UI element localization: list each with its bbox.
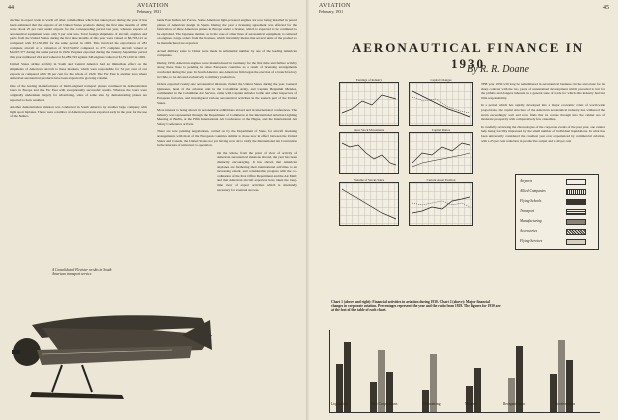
header-sub: February, 1931 — [319, 9, 344, 14]
left-column-1 — [10, 18, 147, 122]
bar — [466, 386, 473, 412]
mini-chart-label: Volume of Stocks Sales — [353, 178, 385, 182]
bar — [386, 372, 393, 412]
paragraph: United States airline activity in South and Central America had an immediate effect on the shipments of American aircraft to these markets, which were responsible for 54 per cent of our exports as compared with 36 per cent for the whole of 1929. The Far East is another area where American aeronautical products have been exported in growing volume. — [10, 62, 147, 81]
x-axis-label: Reorganization — [503, 402, 525, 406]
page-number: 44 — [8, 5, 14, 11]
mini-chart-label: Capital Ratios — [431, 128, 451, 132]
paragraph: In a period which has rapidly developed into a major economic crisis of world-wide proportions, the capital structure of the American aeronautical industry has withstood the strain exceedingly well and now finds that its course through into the calmer sea of moderate prosperity with comparatively few casualties. — [481, 103, 605, 122]
legend-item: Allied Companies — [520, 189, 546, 193]
paragraph: One of the leading manufacturers of multi-engined transport planes continued its demonstration tours in Europe and the Far East with exceptionally successful results. Whereas the tours were originally undertaken largely for advertising, sales of some size by demonstrating planes are reported to have resulted. — [10, 83, 147, 102]
legend-swatch — [566, 189, 586, 195]
chart-caption: Chart 1 (above and right): Financial activities in aviation during 1930. Chart 2 (above): Major financial changes in corporate aviation. Percentages represent the year and the ratio from 1929. The figures for 1930 are at the foot of the table of each chart. — [331, 300, 501, 313]
paragraph: THE year 1930 will long be remembered in aeronautical business circles and alone for its sharp contrast with the two years of unrestrained development which preceded it, but for the pitfalls and dangers inherent in a general state of trade for which this industry had but little responsibility. — [481, 82, 605, 100]
x-axis-label: Liquidation — [331, 402, 348, 406]
mini-chart-label: Earnings of Industry — [355, 78, 383, 82]
paragraph: Actual military sales to China were made in substantial number by one of the leading American companies. — [157, 48, 297, 58]
paragraph: More interest is being shown in aeronautical exhibitions abroad and in international conferences. The industry was represented through the Department of Commerce at the International Aviation Lighting Meeting at Berlin, at the Fifth International Air Conference at the Hague, and the International Air Safety Conference at Paris. — [157, 108, 297, 126]
article-title: AERONAUTICAL FINANCE IN 1930 — [351, 40, 585, 71]
running-header — [319, 3, 351, 15]
legend-swatch — [566, 199, 586, 205]
legend-swatch — [566, 209, 586, 215]
running-header — [137, 3, 169, 15]
airplane-photo — [2, 280, 217, 415]
mini-chart-capital-ratios — [409, 128, 473, 174]
legend-item: Transport — [520, 209, 535, 213]
legend-item: Accessories — [520, 229, 537, 233]
legend-swatch — [566, 229, 586, 235]
mini-chart-stock-movements — [339, 128, 399, 174]
header-title: AVIATION — [137, 3, 169, 9]
mini-chart-asset-position — [409, 178, 473, 226]
mini-chart-label: Current Asset Position — [426, 178, 456, 182]
legend-item: Manufacturing — [520, 219, 542, 223]
financial-bar-chart — [329, 330, 600, 413]
paragraph: lands East Indian Air Forces. Some American light-powered engines are now being installed in parcel planes of American design in Spain. During the year a licensing agreement was effected for the fabrication of three American planes in Europe under a license, which is expected to be continued to be exploited. The Japanese market, as in the case of other lines of aeronautical equipment, is centered on engines. Large orders from the licenses, which invariably means that several units of the product to be manufactured are exported. — [157, 18, 297, 45]
legend-item: Flying Schools — [520, 199, 542, 203]
paragraph: During 1930, American engines were manufactured in Germany for the first time and further activity along these lines is pending in other European countries as a result of licensing arrangements concluded during the year. In South America one American firm began the erection of a branch factory in Chile, to be devoted exclusively to military production. — [157, 60, 297, 79]
bar — [550, 374, 557, 412]
right-page — [309, 0, 618, 420]
mini-chart-label: Aero Stock Movements — [353, 128, 385, 132]
intro-text — [481, 82, 605, 146]
mini-chart-stock-sales — [339, 178, 399, 226]
photo-caption: A Consolidated Fleetster on skis in South American transport service. — [52, 268, 112, 277]
legend-swatch — [566, 219, 586, 225]
paragraph: In carefully reviewing the chronologies of the corporate events of the past year, one cannot help being forcibly impressed by the small number of individual liquidations. In what has been universally considered the cruellest year ever experienced by commercial aviation, with a 25 per cent reduction in productive output and a 40 per cent — [481, 124, 605, 143]
legend-swatch — [566, 179, 586, 185]
mini-chart-earnings — [339, 78, 399, 126]
paragraph: decline in export trade is worth all other commodities which has taken place during the year. It has been estimated that the exports of all United States products during the first nine months of 1930 were about 25 per cent under exports for the corresponding period last year, whereas exports of aeronautical equipment were only 9 per cent less. Total foreign shipments of aircraft, engines and parts from the United States during the first nine months of this year were valued at $6,793,121 as compared with $7,150,056 for the same period in 1929. This involved the exportation of 281 complete aircraft at a valuation of $3,574,002 compared to 273 complete aircraft valued at $4,007,377 during the same period in 1929. Engines exported during the January-September period this year numbered 224 and valued at $1,289,743 against 346 engines valued at $1,791,010 in 1929. — [10, 18, 147, 59]
header-title: AVIATION — [319, 3, 351, 9]
mini-chart-capital-changes — [409, 78, 473, 126]
legend-item: Airports — [520, 179, 532, 183]
page-number: 45 — [603, 5, 609, 11]
x-axis-label: Refinancing — [423, 402, 441, 406]
header-sub: February, 1931 — [137, 9, 162, 14]
x-axis-label: Mergers — [465, 402, 477, 406]
x-axis-label: New Corporations — [371, 402, 398, 406]
x-axis-label: Receiverships — [555, 402, 576, 406]
legend-item: Flying Services — [520, 239, 543, 243]
bar — [370, 382, 377, 412]
mini-chart-label: Capital Changes — [430, 78, 452, 82]
paragraph: Another demonstration mission was conducted in South America by another large company with light sport biplanes. There were a number of American persons exported early in the year for the use of the Nether- — [10, 105, 147, 119]
paragraph: Orders exported twenty-one aeronautical missions visited the United States during the year. General Quinones, head of the aviation unit in the Colombian Army, and Captain Benjamin Mendez, commander in the Columbian Air Service, came with Captain Amador Grille and other inspectors of European factories, and investigated various aeronautical activities in the eastern part of the United States. — [157, 82, 297, 105]
bar — [508, 378, 515, 412]
chart-legend — [515, 174, 599, 250]
bar — [422, 390, 429, 412]
legend-swatch — [566, 239, 586, 245]
paragraph: There are now pending negotiations, carried on by the Department of State, for aircraft licensing arrangements with most of the European countries similar to those now in effect between the United States and Canada, the United States not yet having now 44 to ratify the International Air Convention in the interests of universal co-operation. — [157, 129, 297, 148]
article-byline: By R. R. Doane — [467, 64, 529, 75]
paragraph: On the whole, from the point of view of activity of American aeronautical missions abroad, the year has been distinctly encouraging. It has shown that American airplanes are furthering their international activities to an increasing extent, and considerable progress with the co-ordination of the Post Office Department and the Air Mail; and that American aircraft exporters have taken the long-time view of export activities which is absolutely necessary for eventual success. — [217, 150, 297, 192]
